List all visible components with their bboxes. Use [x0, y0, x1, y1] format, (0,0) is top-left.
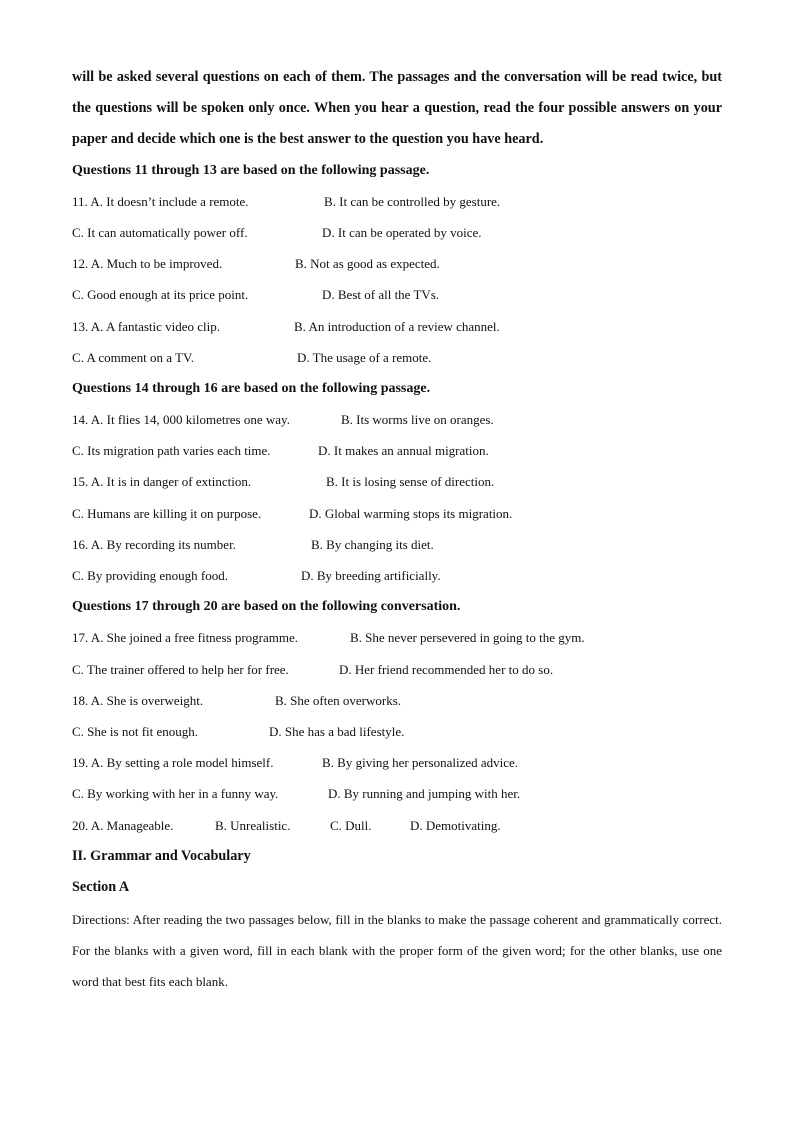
question-11-row-1	[72, 186, 722, 217]
q11-option-b: B. It can be controlled by gesture.	[324, 193, 501, 209]
exam-page	[72, 62, 722, 997]
q13-option-c: C. A comment on a TV.	[72, 349, 194, 365]
question-13-row-1	[72, 311, 722, 342]
question-16-row-1	[72, 529, 722, 560]
q15-option-d: D. Global warming stops its migration.	[309, 505, 513, 521]
q12-option-a: 12. A. Much to be improved.	[72, 256, 223, 272]
q19-option-a: 19. A. By setting a role model himself.	[72, 755, 274, 771]
q12-option-d: D. Best of all the TVs.	[322, 287, 440, 303]
q16-option-a: 16. A. By recording its number.	[72, 536, 236, 552]
q14-option-a: 14. A. It flies 14, 000 kilometres one way.	[72, 412, 290, 428]
question-19-row-2	[72, 779, 722, 810]
q16-option-b: B. By changing its diet.	[311, 536, 434, 552]
q16-option-d: D. By breeding artificially.	[301, 568, 441, 584]
q18-option-b: B. She often overworks.	[275, 692, 402, 708]
q18-option-a: 18. A. She is overweight.	[72, 692, 204, 708]
q20-option-d: D. Demotivating.	[410, 817, 501, 833]
q14-option-d: D. It makes an annual migration.	[318, 443, 489, 459]
question-15-row-2	[72, 498, 722, 529]
q15-option-c: C. Humans are killing it on purpose.	[72, 505, 262, 521]
question-18-row-1	[72, 685, 722, 716]
q11-option-d: D. It can be operated by voice.	[322, 224, 482, 240]
q11-option-c: C. It can automatically power off.	[72, 224, 248, 240]
q19-option-d: D. By running and jumping with her.	[328, 786, 521, 802]
q12-option-c: C. Good enough at its price point.	[72, 287, 249, 303]
q14-option-b: B. Its worms live on oranges.	[341, 412, 494, 428]
q15-option-a: 15. A. It is in danger of extinction.	[72, 474, 252, 490]
q11-option-a: 11. A. It doesn’t include a remote.	[72, 193, 249, 209]
q20-option-a: 20. A. Manageable.	[72, 817, 174, 833]
question-16-row-2	[72, 560, 722, 591]
q17-option-c: C. The trainer offered to help her for free.	[72, 661, 289, 677]
q19-option-c: C. By working with her in a funny way.	[72, 786, 279, 802]
q14-option-c: C. Its migration path varies each time.	[72, 443, 271, 459]
group-header-17-20: Questions 17 through 20 are based on the following conversation.	[72, 599, 461, 615]
section-title: II. Grammar and Vocabulary	[72, 848, 251, 865]
q20-option-c: C. Dull.	[330, 817, 372, 833]
question-20-row	[72, 810, 722, 841]
q15-option-b: B. It is losing sense of direction.	[326, 474, 495, 490]
question-17-row-1	[72, 623, 722, 654]
q13-option-a: 13. A. A fantastic video clip.	[72, 318, 221, 334]
question-14-row-1	[72, 405, 722, 436]
question-18-row-2	[72, 716, 722, 747]
question-13-row-2	[72, 342, 722, 373]
q17-option-b: B. She never persevered in going to the gym.	[350, 630, 585, 646]
q17-option-d: D. Her friend recommended her to do so.	[339, 661, 554, 677]
question-11-row-2	[72, 217, 722, 248]
section-subtitle: Section A	[72, 879, 130, 896]
section-directions: Directions: After reading the two passages below, fill in the blanks to make the passage coherent and grammatically correct. For the blanks with a given word, fill in each blank with the proper form of the given word; for the other blanks, use one word that best fits each blank.	[72, 911, 722, 989]
q18-option-c: C. She is not fit enough.	[72, 723, 199, 739]
question-15-row-1	[72, 467, 722, 498]
question-14-row-2	[72, 436, 722, 467]
q13-option-b: B. An introduction of a review channel.	[294, 318, 500, 334]
q17-option-a: 17. A. She joined a free fitness programme.	[72, 630, 298, 646]
q12-option-b: B. Not as good as expected.	[295, 256, 440, 272]
question-12-row-2	[72, 280, 722, 311]
group-header-14-16: Questions 14 through 16 are based on the following passage.	[72, 380, 431, 396]
group-header-11-13: Questions 11 through 13 are based on the following passage.	[72, 162, 430, 178]
q13-option-d: D. The usage of a remote.	[297, 349, 432, 365]
q20-option-b: B. Unrealistic.	[215, 817, 291, 833]
q18-option-d: D. She has a bad lifestyle.	[269, 723, 405, 739]
question-17-row-2	[72, 654, 722, 685]
q19-option-b: B. By giving her personalized advice.	[322, 755, 519, 771]
question-12-row-1	[72, 249, 722, 280]
question-19-row-1	[72, 748, 722, 779]
q16-option-c: C. By providing enough food.	[72, 568, 228, 584]
listening-instructions: will be asked several questions on each of them. The passages and the conversation will be read twice, but the questions will be spoken only once. When you hear a question, read the four possible answers on your paper and decide which one is the best answer to the question you have heard.	[72, 69, 722, 147]
